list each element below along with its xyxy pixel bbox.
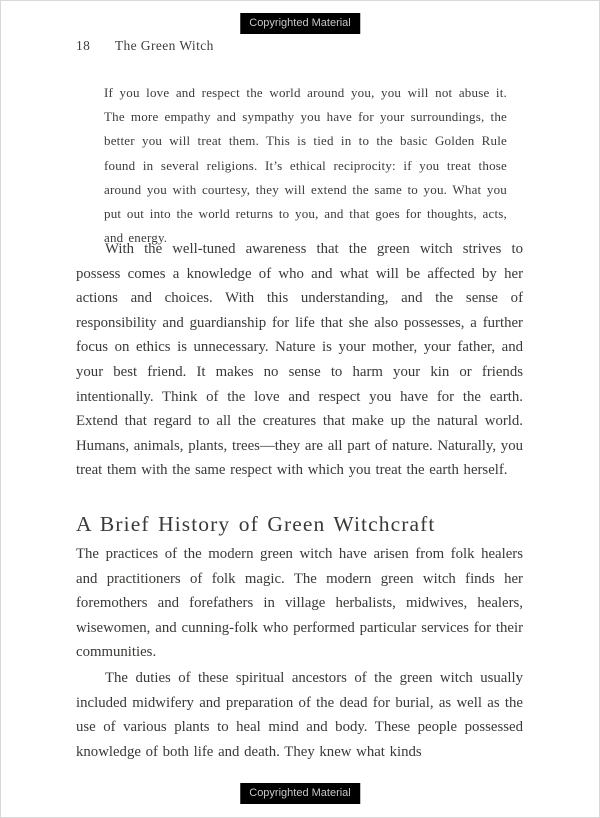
section-heading: A Brief History of Green Witchcraft — [76, 512, 436, 536]
copyright-banner-bottom: Copyrighted Material — [240, 783, 360, 804]
body-paragraph-2: The practices of the modern green witch have arisen from folk healers and practitioners of folk magic. The modern green witch finds her foremothers and forefathers in village herbalists, midwives, healers, wisewomen, and cunning-folk who performed particular services for their communities. — [76, 546, 523, 661]
page-header — [76, 38, 214, 54]
copyright-banner-top: Copyrighted Material — [240, 13, 360, 34]
running-title: The Green Witch — [114, 38, 214, 53]
body-paragraph-1: With the well-tuned awareness that the green witch strives to possess comes a knowledge of who and what will be affected by her actions and choices. With this understanding, and the sense of responsibility and guardianship for life that she also possesses, a further focus on ethics is unnecessary. Nature is your mother, your father, and your best friend. It makes no sense to harm your kin or friends intentionally. Think of the love and respect you have for the earth. Extend that regard to all the creatures that make up the natural world. Humans, animals, plants, trees—they are all part of nature. Naturally, you treat them with the same respect with which you treat the earth herself. — [76, 241, 523, 479]
page-number: 18 — [76, 38, 91, 53]
body-paragraph-3: The duties of these spiritual ancestors of the green witch usually included midwifery and preparation of the dead for burial, as well as the use of various plants to heal mind and body. These people possessed knowledge of both life and death. They knew what kinds — [76, 670, 523, 760]
block-quote: If you love and respect the world around you, you will not abuse it. The more empathy and sympathy you have for your surroundings, the better you will treat them. This is tied in to the basic Golden Rule found in several religions. It’s ethical reciprocity: if you treat those around you with courtesy, they will extend the same to you. What you put out into the world returns to you, and that goes for thoughts, acts, and energy. — [104, 85, 507, 246]
